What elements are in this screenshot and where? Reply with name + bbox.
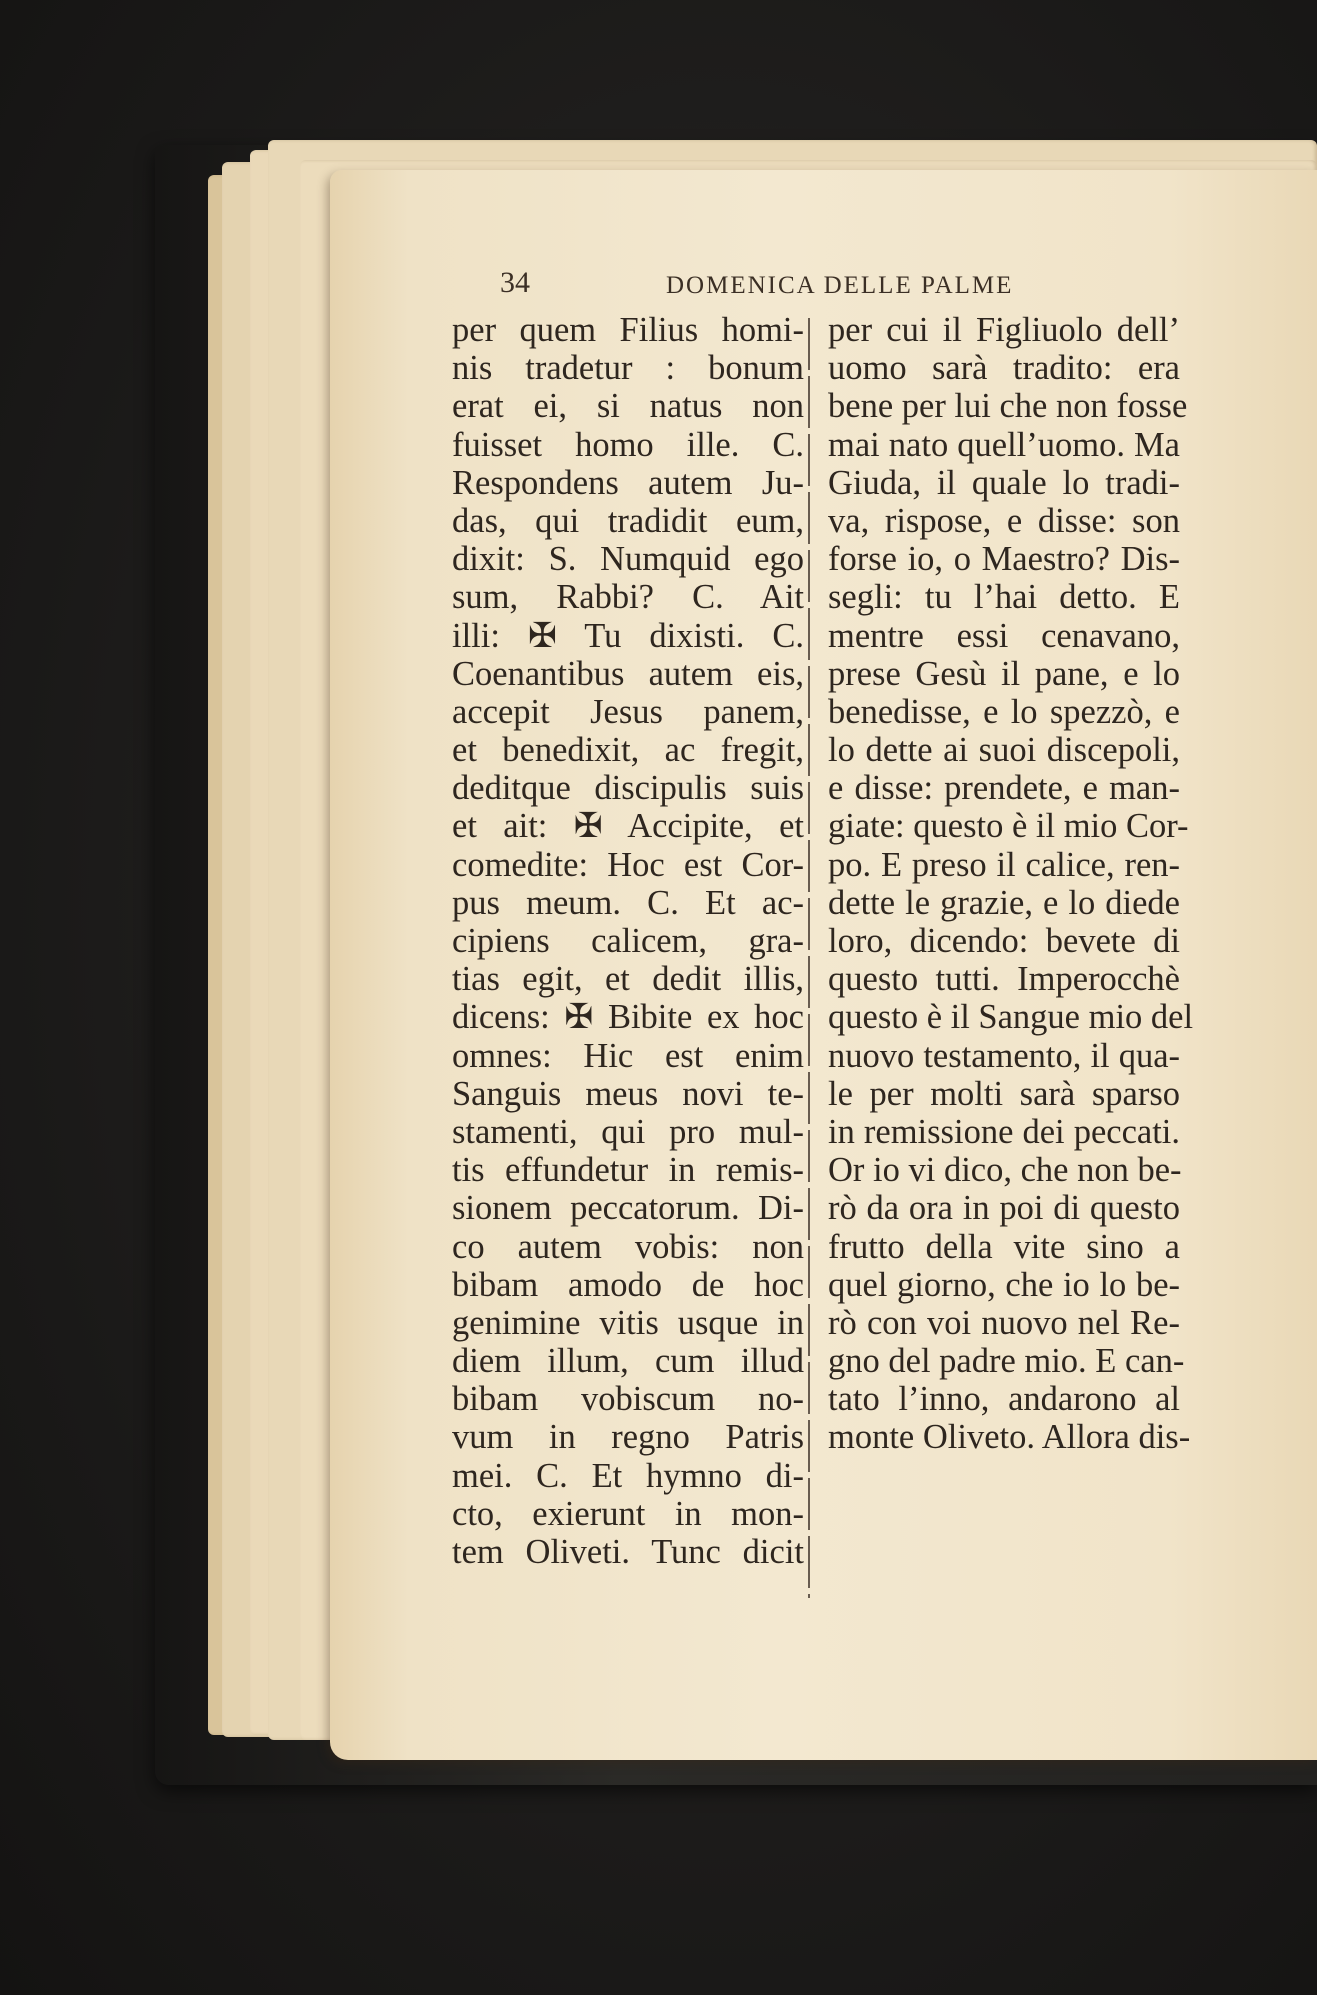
text-line: genimine vitis usque in — [452, 1303, 804, 1342]
text-line: prese Gesù il pane, e lo — [828, 654, 1180, 693]
text-line: frutto della vite sino a — [828, 1227, 1180, 1266]
text-line: benedisse, e lo spezzò, e — [828, 692, 1180, 731]
italian-column — [828, 311, 1194, 1457]
text-line: omnes: Hic est enim — [452, 1036, 804, 1075]
text-line: segli: tu l’hai detto. E — [828, 578, 1180, 617]
text-line: loro, dicendo: bevete di — [828, 922, 1180, 960]
text-line: va, rispose, e disse: son — [828, 501, 1180, 540]
text-line: le per molti sarà sparso — [828, 1074, 1180, 1113]
text-line: mei. C. Et hymno di- — [452, 1456, 804, 1495]
text-line: dixit: S. Numquid ego — [452, 540, 804, 579]
running-title: DOMENICA DELLE PALME — [666, 272, 1014, 299]
text-line: questo è il Sangue mio del — [828, 998, 1194, 1037]
text-line: vum in regno Patris — [452, 1418, 804, 1457]
text-line: diem illum, cum illud — [452, 1342, 804, 1381]
text-line: cipiens calicem, gra- — [452, 922, 804, 960]
text-line: bibam amodo de hoc — [452, 1265, 804, 1304]
text-line: monte Oliveto. Allora dis- — [828, 1418, 1191, 1457]
text-line: tis effundetur in remis- — [452, 1151, 804, 1190]
text-line: co autem vobis: non — [452, 1227, 804, 1266]
page-number: 34 — [500, 266, 530, 299]
text-line: nis tradetur : bonum — [452, 349, 804, 388]
text-line: questo tutti. Imperocchè — [828, 960, 1180, 999]
text-line: erat ei, si natus non — [452, 387, 804, 426]
text-line: uomo sarà tradito: era — [828, 349, 1180, 388]
text-line: lo dette ai suoi discepoli, — [828, 731, 1180, 770]
latin-column — [452, 311, 804, 1571]
text-line: dette le grazie, e lo diede — [828, 883, 1180, 922]
text-line: Sanguis meus novi te- — [452, 1074, 804, 1113]
text-line: accepit Jesus panem, — [452, 692, 804, 731]
text-line: et benedixit, ac fregit, — [452, 731, 804, 770]
text-line: mentre essi cenavano, — [828, 616, 1180, 655]
text-line: mai nato quell’uomo. Ma — [828, 425, 1180, 464]
page-header — [490, 266, 1190, 300]
text-line: e disse: prendete, e man- — [828, 769, 1180, 808]
text-line: Giuda, il quale lo tradi- — [828, 463, 1180, 502]
text-line: tato l’inno, andarono al — [828, 1380, 1180, 1419]
text-line: nuovo testamento, il qua- — [828, 1036, 1180, 1075]
text-line: das, qui tradidit eum, — [452, 501, 804, 540]
text-line: fuisset homo ille. C. — [452, 425, 804, 464]
text-line: stamenti, qui pro mul- — [452, 1112, 804, 1151]
text-line: in remissione dei peccati. — [828, 1112, 1180, 1151]
text-line: sionem peccatorum. Di- — [452, 1189, 804, 1228]
text-line: sum, Rabbi? C. Ait — [452, 578, 804, 617]
text-line: comedite: Hoc est Cor- — [452, 845, 804, 884]
text-line: rò con voi nuovo nel Re- — [828, 1303, 1180, 1342]
text-line: giate: questo è il mio Cor- — [828, 807, 1189, 846]
text-line: forse io, o Maestro? Dis- — [828, 540, 1180, 579]
text-line: gno del padre mio. E can- — [828, 1342, 1185, 1381]
text-line: rò da ora in poi di questo — [828, 1189, 1180, 1228]
text-line: per quem Filius homi- — [452, 311, 804, 349]
text-line: dicens: ✠ Bibite ex hoc — [452, 998, 804, 1037]
text-line: tem Oliveti. Tunc dicit — [452, 1533, 804, 1571]
text-line: illi: ✠ Tu dixisti. C. — [452, 616, 804, 655]
text-line: po. E preso il calice, ren- — [828, 845, 1180, 884]
text-line: tias egit, et dedit illis, — [452, 960, 804, 999]
text-line: Respondens autem Ju- — [452, 463, 804, 502]
text-line: bibam vobiscum no- — [452, 1380, 804, 1419]
text-line: Coenantibus autem eis, — [452, 654, 804, 693]
text-line: deditque discipulis suis — [452, 769, 804, 808]
text-line: Or io vi dico, che non be- — [828, 1151, 1182, 1190]
text-line: bene per lui che non fosse — [828, 387, 1188, 426]
text-line: pus meum. C. Et ac- — [452, 883, 804, 922]
column-divider — [808, 318, 810, 1598]
text-line: et ait: ✠ Accipite, et — [452, 807, 804, 846]
text-line: per cui il Figliuolo dell’ — [828, 311, 1180, 349]
text-line: cto, exierunt in mon- — [452, 1494, 804, 1533]
text-line: quel giorno, che io lo be- — [828, 1265, 1180, 1304]
